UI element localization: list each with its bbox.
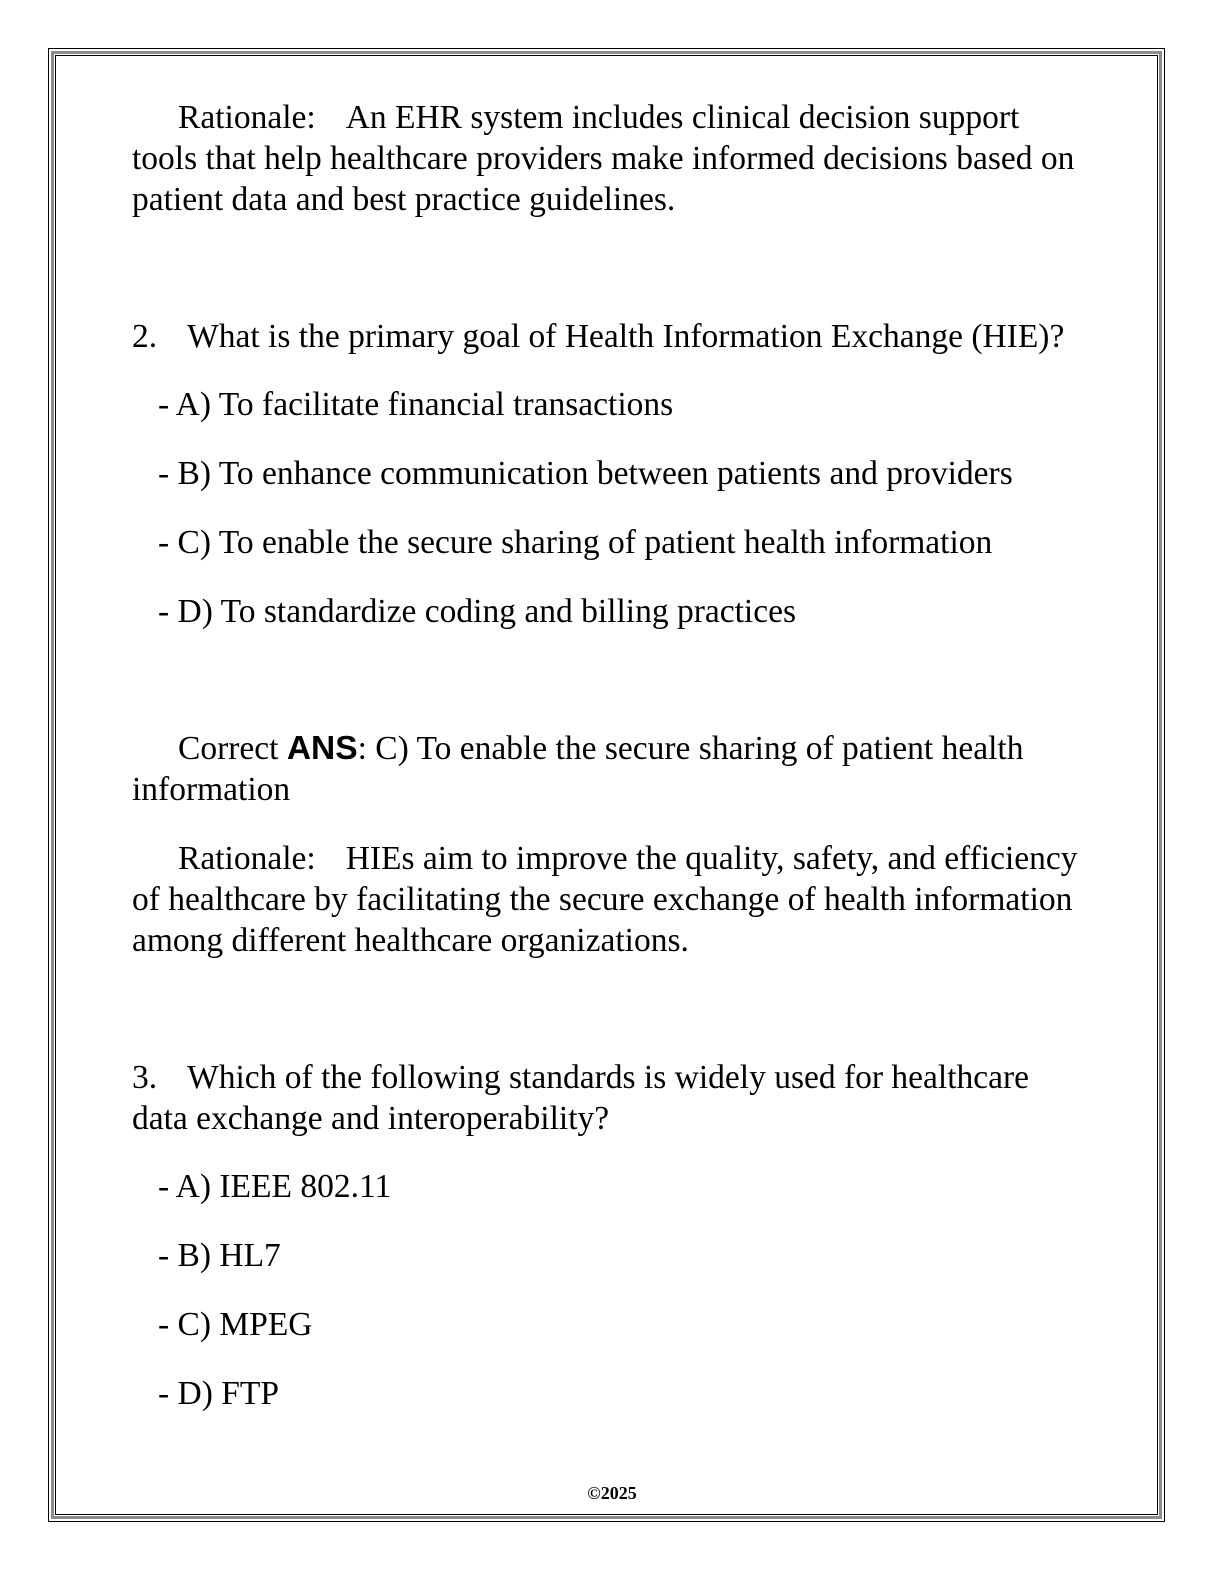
question-2-answer-text: : C) To enable the secure sharing of patient health information (132, 730, 1024, 808)
question-2-answer-prefix: Correct (178, 730, 287, 767)
rationale-1 (132, 97, 1092, 220)
question-2-answer (132, 728, 1092, 810)
question-3-option-b: - B) HL7 (158, 1237, 281, 1274)
question-3-number: 3. (132, 1059, 158, 1096)
question-3-option-c: - C) MPEG (158, 1306, 313, 1343)
document-content (132, 97, 1092, 1414)
rationale-1-text: An EHR system includes clinical decision support tools that help healthcare providers make informed decisions based on patient data and best practice guidelines. (132, 99, 1075, 218)
question-3-option-d: - D) FTP (158, 1375, 279, 1412)
question-2-option-b: - B) To enhance communication between patients and providers (158, 455, 1013, 492)
question-2-rationale-text: HIEs aim to improve the quality, safety, and efficiency of healthcare by facilitating the secure exchange of health information among different healthcare organizations. (132, 840, 1078, 959)
question-2-option-a: - A) To facilitate financial transactions (158, 386, 674, 423)
question-3-text: Which of the following standards is widely used for healthcare data exchange and interoperability? (132, 1059, 1030, 1137)
question-2 (132, 316, 1092, 357)
question-2-option-d: - D) To standardize coding and billing practices (158, 593, 796, 630)
question-3-option-a: - A) IEEE 802.11 (158, 1168, 392, 1205)
footer-copyright: ©2025 (587, 1483, 637, 1503)
question-2-option-c: - C) To enable the secure sharing of patient health information (158, 524, 993, 561)
question-2-answer-label: ANS (286, 730, 358, 767)
rationale-1-label: Rationale: (178, 99, 316, 136)
question-2-rationale-label: Rationale: (178, 840, 316, 877)
question-2-number: 2. (132, 318, 158, 355)
question-2-text: What is the primary goal of Health Information Exchange (HIE)? (187, 318, 1065, 355)
question-3 (132, 1057, 1092, 1139)
question-2-rationale (132, 838, 1092, 961)
